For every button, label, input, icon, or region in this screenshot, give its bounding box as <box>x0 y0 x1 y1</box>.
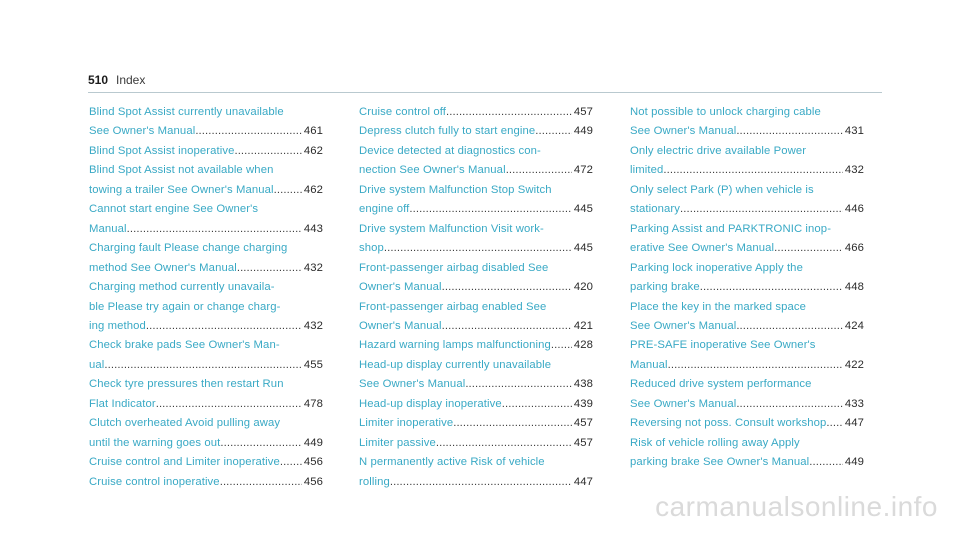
index-entry-text[interactable]: ing method <box>89 319 146 332</box>
index-entry-line <box>630 298 864 317</box>
dot-leader <box>220 473 302 492</box>
index-entry-text[interactable]: Check tyre pressures then restart Run <box>89 378 284 391</box>
index-entry-line <box>359 200 593 219</box>
index-entry-line <box>630 434 864 453</box>
index-entry[interactable] <box>89 336 323 375</box>
index-entry-line <box>359 259 593 278</box>
dot-leader <box>220 434 301 453</box>
index-entry-line <box>630 317 864 336</box>
index-entry-text[interactable]: Flat Indicator <box>89 397 156 410</box>
dot-leader <box>446 103 572 122</box>
index-entry-text[interactable]: method See Owner's Manual <box>89 261 237 274</box>
index-entry-line <box>359 434 593 453</box>
index-page-number: 421 <box>573 319 593 332</box>
index-entry-text[interactable]: Drive system Malfunction Stop Switch <box>359 183 552 196</box>
index-entry-text[interactable]: ble Please try again or change charg- <box>89 300 281 313</box>
index-entry-text[interactable]: towing a trailer See Owner's Manual <box>89 183 274 196</box>
index-entry-text[interactable]: Parking lock inoperative Apply the <box>630 261 803 274</box>
index-entry[interactable] <box>630 103 864 142</box>
index-entry-text[interactable]: Depress clutch fully to start engine <box>359 125 536 138</box>
index-entry-line <box>89 453 323 472</box>
dot-leader <box>195 122 302 141</box>
index-entry[interactable] <box>630 375 864 414</box>
index-entry-line <box>359 356 593 375</box>
index-entry-text[interactable]: Blind Spot Assist not available when <box>89 164 274 177</box>
index-entry-line <box>359 473 593 492</box>
dot-leader <box>535 122 572 141</box>
dot-leader <box>384 239 572 258</box>
index-entry-line <box>359 395 593 414</box>
index-page-number: 457 <box>573 106 593 118</box>
index-entry-text[interactable]: Owner's Manual <box>359 319 442 332</box>
index-entry-text[interactable]: Head-up display inoperative <box>359 397 502 410</box>
index-entry-line <box>89 356 323 375</box>
dot-leader <box>436 434 572 453</box>
index-entry-line <box>630 278 864 297</box>
index-entry-text[interactable]: See Owner's Manual <box>630 319 737 332</box>
index-entry-text[interactable]: parking brake See Owner's Manual <box>630 456 810 469</box>
dot-leader <box>774 239 843 258</box>
index-entry-text[interactable]: Only electric drive available Power <box>630 144 807 157</box>
index-entry-text[interactable]: ual <box>89 358 105 371</box>
index-column-2 <box>359 103 593 492</box>
dot-leader <box>502 395 572 414</box>
index-entry-text[interactable]: Charging fault Please change charging <box>89 242 288 255</box>
dot-leader <box>736 122 843 141</box>
dot-leader <box>736 317 843 336</box>
index-entry-line <box>630 122 864 141</box>
index-entry[interactable] <box>89 278 323 336</box>
index-entry[interactable] <box>630 298 864 337</box>
index-page-number: 428 <box>573 339 593 352</box>
index-entry-text[interactable]: See Owner's Manual <box>359 378 466 391</box>
index-entry-line <box>630 259 864 278</box>
dot-leader <box>700 278 843 297</box>
index-entry-line <box>89 239 323 258</box>
dot-leader <box>280 453 302 472</box>
index-entry[interactable] <box>359 259 593 298</box>
index-entry-line <box>359 336 593 355</box>
index-page-number: 445 <box>573 203 593 216</box>
index-entry-text[interactable]: until the warning goes out <box>89 436 221 449</box>
index-entry-line <box>89 473 323 492</box>
index-entry-line <box>89 259 323 278</box>
index-entry-line <box>630 181 864 200</box>
index-entry-line <box>359 161 593 180</box>
index-entry-text[interactable]: See Owner's Manual <box>89 125 196 138</box>
watermark: carmanualsonline.info <box>655 491 938 522</box>
index-entry-text[interactable]: Reduced drive system performance <box>630 378 812 391</box>
index-entry-line <box>630 395 864 414</box>
index-page-number: 449 <box>844 456 864 469</box>
index-entry[interactable] <box>630 336 864 375</box>
index-entry-text[interactable]: N permanently active Risk of vehicle <box>359 456 545 469</box>
index-entry-line <box>89 103 323 122</box>
index-entry[interactable] <box>359 298 593 337</box>
index-entry-text[interactable]: Drive system Malfunction Visit work- <box>359 222 544 235</box>
dot-leader <box>234 142 301 161</box>
dot-leader <box>156 395 302 414</box>
index-entry-text[interactable]: Parking Assist and PARKTRONIC inop- <box>630 222 832 235</box>
index-entry-text[interactable]: rolling <box>359 475 390 488</box>
index-page-number: 478 <box>303 397 323 410</box>
index-entry-line <box>630 239 864 258</box>
dot-leader <box>668 356 843 375</box>
index-entry[interactable] <box>359 434 593 453</box>
index-entry-text[interactable]: Device detected at diagnostics con- <box>359 144 541 157</box>
dot-leader <box>809 453 843 472</box>
index-column-3 <box>630 103 864 473</box>
index-entry-text[interactable]: Front-passenger airbag enabled See <box>359 300 547 313</box>
index-entry-line <box>89 434 323 453</box>
index-page-number: 462 <box>303 144 323 157</box>
index-page-number: 424 <box>844 319 864 332</box>
index-page-number: 445 <box>573 242 593 255</box>
index-page-number: 455 <box>303 358 323 371</box>
index-page-number: 443 <box>303 222 323 235</box>
dot-leader <box>663 161 842 180</box>
index-entry-text[interactable]: Hazard warning lamps malfunctioning <box>359 339 551 352</box>
index-entry-line <box>630 142 864 161</box>
index-entry-text[interactable]: erative See Owner's Manual <box>630 242 775 255</box>
index-page-number: 457 <box>573 417 593 430</box>
index-entry[interactable] <box>630 220 864 259</box>
index-page-number: 461 <box>303 125 323 138</box>
dot-leader <box>442 317 572 336</box>
index-entry-line <box>630 103 864 122</box>
index-entry-line <box>630 375 864 394</box>
index-entry-line <box>630 453 864 472</box>
index-page-number: 438 <box>573 378 593 391</box>
index-entry-line <box>89 298 323 317</box>
index-entry-line <box>89 317 323 336</box>
index-entry[interactable] <box>359 220 593 259</box>
index-entry-text[interactable]: Head-up display currently unavailable <box>359 358 552 371</box>
index-entry-line <box>359 414 593 433</box>
index-entry-text[interactable]: Cruise control off <box>359 106 446 118</box>
index-entry-text[interactable]: Place the key in the marked space <box>630 300 806 313</box>
index-entry[interactable] <box>359 356 593 395</box>
index-entry-text[interactable]: Not possible to unlock charging cable <box>630 106 821 118</box>
dot-leader <box>551 336 572 355</box>
dot-leader <box>442 278 572 297</box>
dot-leader <box>409 200 571 219</box>
index-page-number: 432 <box>844 164 864 177</box>
index-entry-text[interactable]: Cannot start engine See Owner's <box>89 203 259 216</box>
index-page-number: 433 <box>844 397 864 410</box>
index-page-number: 449 <box>573 125 593 138</box>
index-entry-text[interactable]: See Owner's Manual <box>630 125 737 138</box>
index-entry-text[interactable]: stationary <box>630 203 680 216</box>
page-number: 510 <box>88 73 109 87</box>
index-page-number: 422 <box>844 358 864 371</box>
dot-leader <box>274 181 302 200</box>
index-entry[interactable] <box>89 103 323 142</box>
index-entry-line <box>89 336 323 355</box>
index-entry-line <box>359 298 593 317</box>
index-entry-line <box>359 375 593 394</box>
index-entry-line <box>630 356 864 375</box>
index-entry[interactable] <box>359 122 593 141</box>
index-page-number: 448 <box>844 281 864 294</box>
index-entry[interactable] <box>359 414 593 433</box>
index-entry-text[interactable]: shop <box>359 242 384 255</box>
index-entry-text[interactable]: nection See Owner's Manual <box>359 164 506 177</box>
index-page-number: 446 <box>844 203 864 216</box>
index-page-number: 457 <box>573 436 593 449</box>
index-entry-line <box>630 220 864 239</box>
dot-leader <box>146 317 302 336</box>
index-entry-text[interactable]: Charging method currently unavaila- <box>89 281 275 294</box>
index-entry-text[interactable]: limited <box>630 164 664 177</box>
page-header <box>88 72 882 93</box>
dot-leader <box>127 220 302 239</box>
index-entry[interactable] <box>359 181 593 220</box>
dot-leader <box>736 395 843 414</box>
index-entry-text[interactable]: Front-passenger airbag disabled See <box>359 261 549 274</box>
index-entry-text[interactable]: PRE-SAFE inoperative See Owner's <box>630 339 816 352</box>
index-entry-line <box>89 375 323 394</box>
dot-leader <box>506 161 572 180</box>
index-entry-line <box>89 181 323 200</box>
dot-leader <box>465 375 572 394</box>
dot-leader <box>453 414 572 433</box>
index-entry[interactable] <box>89 239 323 278</box>
index-entry[interactable] <box>359 395 593 414</box>
index-entry-text[interactable]: Check brake pads See Owner's Man- <box>89 339 280 352</box>
dot-leader <box>390 473 572 492</box>
index-page-number: 449 <box>303 436 323 449</box>
index-entry-line <box>359 317 593 336</box>
index-entry[interactable] <box>359 453 593 492</box>
index-entry-text[interactable]: Reversing not poss. Consult workshop <box>630 417 827 430</box>
index-page-number: 462 <box>303 183 323 196</box>
index-entry[interactable] <box>89 200 323 239</box>
index-entry-line <box>359 103 593 122</box>
index-page-number: 420 <box>573 281 593 294</box>
index-entry[interactable] <box>630 434 864 473</box>
index-entry-line <box>89 200 323 219</box>
index-page-number: 432 <box>303 261 323 274</box>
index-entry[interactable] <box>89 414 323 453</box>
index-page-number: 432 <box>303 319 323 332</box>
index-page-number: 431 <box>844 125 864 138</box>
index-entry[interactable] <box>89 453 323 472</box>
index-entry-line <box>89 161 323 180</box>
index-entry-text[interactable]: Owner's Manual <box>359 281 442 294</box>
index-entry-text[interactable]: Cruise control and Limiter inoperative <box>89 456 280 469</box>
index-entry-line <box>359 453 593 472</box>
index-page-number: 456 <box>303 456 323 469</box>
index-entry-line <box>89 220 323 239</box>
index-entry-text[interactable]: Clutch overheated Avoid pulling away <box>89 417 281 430</box>
index-entry-text[interactable]: Risk of vehicle rolling away Apply <box>630 436 800 449</box>
index-entry[interactable] <box>89 375 323 414</box>
index-entry-text[interactable]: Limiter passive <box>359 436 436 449</box>
index-entry[interactable] <box>630 181 864 220</box>
index-page-number: 456 <box>303 475 323 488</box>
index-entry-line <box>89 278 323 297</box>
index-entry-line <box>359 142 593 161</box>
index-entry-line <box>89 122 323 141</box>
index-page-number: 447 <box>844 417 864 430</box>
index-page-number: 466 <box>844 242 864 255</box>
dot-leader <box>826 414 842 433</box>
index-entry-line <box>630 161 864 180</box>
index-page-number: 439 <box>573 397 593 410</box>
index-entry-line <box>359 122 593 141</box>
index-entry[interactable] <box>359 142 593 181</box>
page-title: Index <box>116 73 146 87</box>
index-entry-line <box>630 414 864 433</box>
index-entry-line <box>359 220 593 239</box>
index-entry-text[interactable]: engine off <box>359 203 410 216</box>
index-page-number: 472 <box>573 164 593 177</box>
index-entry-line <box>359 181 593 200</box>
index-entry-line <box>630 200 864 219</box>
index-entry-line <box>630 336 864 355</box>
index-entry[interactable] <box>89 142 323 161</box>
index-entry-text[interactable]: Manual <box>630 358 668 371</box>
index-entry-line <box>359 278 593 297</box>
index-entry-line <box>359 239 593 258</box>
index-entry[interactable] <box>630 414 864 433</box>
index-entry[interactable] <box>630 259 864 298</box>
dot-leader <box>237 259 302 278</box>
index-entry-line <box>89 395 323 414</box>
index-entry-text[interactable]: Blind Spot Assist currently unavailable <box>89 106 284 118</box>
index-entry-text[interactable]: Blind Spot Assist inoperative <box>89 144 235 157</box>
index-page-number: 447 <box>573 475 593 488</box>
dot-leader <box>104 356 301 375</box>
index-entry-line <box>89 414 323 433</box>
index-entry-text[interactable]: Manual <box>89 222 127 235</box>
index-entry[interactable] <box>359 103 593 122</box>
index-entry[interactable] <box>630 142 864 181</box>
index-entry[interactable] <box>89 161 323 200</box>
index-entry-text[interactable]: Only select Park (P) when vehicle is <box>630 183 814 196</box>
index-entry-text[interactable]: See Owner's Manual <box>630 397 737 410</box>
index-entry[interactable] <box>89 473 323 492</box>
index-entry-line <box>89 142 323 161</box>
index-entry-text[interactable]: parking brake <box>630 281 700 294</box>
index-entry-text[interactable]: Limiter inoperative <box>359 417 454 430</box>
index-entry-text[interactable]: Cruise control inoperative <box>89 475 220 488</box>
dot-leader <box>680 200 843 219</box>
index-column-1 <box>89 103 323 492</box>
index-entry[interactable] <box>359 336 593 355</box>
